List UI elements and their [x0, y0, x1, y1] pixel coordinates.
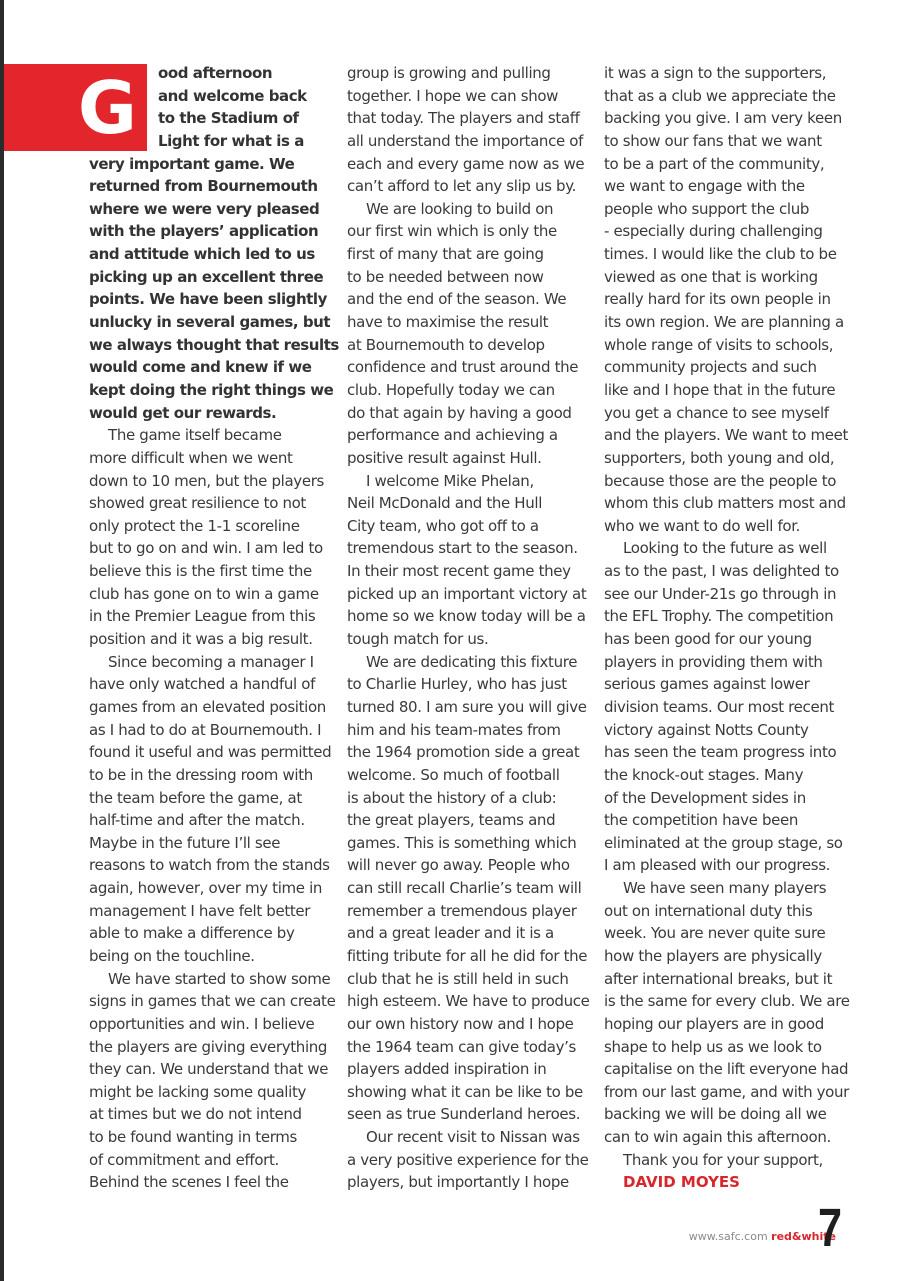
- article-line: players in providing them with: [604, 652, 823, 671]
- article-line: more difficult when we went: [89, 448, 293, 467]
- article-line: kept doing the right things we: [89, 380, 334, 399]
- article-line: that today. The players and staff: [347, 109, 580, 128]
- article-line: Our recent visit to Nissan was: [366, 1128, 580, 1147]
- article-line: I am pleased with our progress.: [604, 856, 831, 875]
- article-line: the 1964 promotion side a great: [347, 743, 580, 762]
- article-line: the great players, teams and: [347, 811, 556, 830]
- article-line: of the Development sides in: [604, 788, 806, 807]
- article-line: who we want to do well for.: [604, 516, 801, 535]
- page-footer: [689, 1230, 836, 1243]
- article-line: its own region. We are planning a: [604, 313, 844, 332]
- article-line: club. Hopefully today we can: [347, 380, 555, 399]
- author-signature: DAVID MOYES: [623, 1173, 740, 1192]
- footer-url-link[interactable]: www.safc.com: [688, 1230, 768, 1243]
- article-line: to the Stadium of: [158, 109, 299, 128]
- article-line: from our last game, and with your: [604, 1082, 849, 1101]
- article-line: victory against Notts County: [604, 720, 809, 739]
- article-line: the team before the game, at: [89, 788, 302, 807]
- article-line: club that he is still held in such: [347, 969, 569, 988]
- article-line: week. You are never quite sure: [604, 924, 826, 943]
- article-line: and attitude which led to us: [89, 245, 315, 264]
- article-line: fitting tribute for all he did for the: [347, 946, 588, 965]
- article-line: again, however, over my time in: [89, 879, 323, 898]
- article-column-3: [604, 62, 854, 1194]
- article-line: Looking to the future as well: [623, 539, 827, 558]
- article-line: with the players’ application: [89, 222, 319, 241]
- article-line: position and it was a big result.: [89, 630, 313, 649]
- article-line: to be in the dressing room with: [89, 765, 313, 784]
- article-line: picking up an excellent three: [89, 267, 324, 286]
- article-line: hoping our players are in good: [604, 1014, 824, 1033]
- article-line: where we were very pleased: [89, 199, 320, 218]
- article-column-1: [89, 62, 339, 1194]
- article-line: serious games against lower: [604, 675, 810, 694]
- article-line: our own history now and I hope: [347, 1014, 574, 1033]
- article-line: We are looking to build on: [366, 199, 554, 218]
- page-number: 7: [818, 1198, 843, 1258]
- article-line: has been good for our young: [604, 630, 812, 649]
- article-line: first of many that are going: [347, 245, 544, 264]
- article-line: found it useful and was permitted: [89, 743, 332, 762]
- article-line: each and every game now as we: [347, 154, 585, 173]
- article-line: have only watched a handful of: [89, 675, 316, 694]
- article-line: can to win again this afternoon.: [604, 1128, 831, 1147]
- article-line: we always thought that results: [89, 335, 339, 354]
- article-line: believe this is the first time the: [89, 562, 312, 581]
- article-line: the EFL Trophy. The competition: [604, 607, 834, 626]
- article-line: The game itself became: [108, 426, 282, 445]
- article-line: - especially during challenging: [604, 222, 823, 241]
- article-line: Light for what is a: [158, 131, 304, 150]
- article-line: and welcome back: [158, 86, 307, 105]
- article-line: eliminated at the group stage, so: [604, 833, 843, 852]
- article-line: I welcome Mike Phelan,: [366, 471, 534, 490]
- article-line: Behind the scenes I feel the: [89, 1173, 289, 1192]
- article-line: the knock-out stages. Many: [604, 765, 804, 784]
- article-line: reasons to watch from the stands: [89, 856, 330, 875]
- article-line: times. I would like the club to be: [604, 245, 837, 264]
- article-line: division teams. Our most recent: [604, 697, 835, 716]
- article-line: the competition have been: [604, 811, 799, 830]
- article-line: capitalise on the lift everyone had: [604, 1060, 849, 1079]
- article-line: him and his team-mates from: [347, 720, 561, 739]
- article-line: players, but importantly I hope: [347, 1173, 569, 1192]
- article-line: whole range of visits to schools,: [604, 335, 834, 354]
- article-line: see our Under-21s go through in: [604, 584, 837, 603]
- article-line: performance and achieving a: [347, 426, 558, 445]
- article-line: to be a part of the community,: [604, 154, 825, 173]
- article-line: In their most recent game they: [347, 562, 571, 581]
- footer-brand: red&white: [771, 1230, 836, 1243]
- article-line: do that again by having a good: [347, 403, 572, 422]
- article-line: how the players are physically: [604, 946, 822, 965]
- article-line: have to maximise the result: [347, 313, 549, 332]
- article-line: as I had to do at Bournemouth. I: [89, 720, 322, 739]
- article-line: management I have felt better: [89, 901, 311, 920]
- article-line: games from an elevated position: [89, 697, 326, 716]
- article-line: all understand the importance of: [347, 131, 584, 150]
- article-line: can still recall Charlie’s team will: [347, 879, 582, 898]
- article-line: whom this club matters most and: [604, 494, 846, 513]
- article-line: Maybe in the future I’ll see: [89, 833, 281, 852]
- article-line: backing we will be doing all we: [604, 1105, 827, 1124]
- article-line: at times but we do not intend: [89, 1105, 302, 1124]
- article-line: but to go on and win. I am led to: [89, 539, 323, 558]
- drop-cap-letter: G: [77, 66, 137, 150]
- article-line: to Charlie Hurley, who has just: [347, 675, 567, 694]
- article-line: would get our rewards.: [89, 403, 277, 422]
- article-line: down to 10 men, but the players: [89, 471, 324, 490]
- article-line: really hard for its own people in: [604, 290, 831, 309]
- article-line: turned 80. I am sure you will give: [347, 697, 587, 716]
- article-line: backing you give. I am very keen: [604, 109, 842, 128]
- article-line: We have started to show some: [108, 969, 331, 988]
- article-column-2: [347, 62, 592, 1194]
- article-line: tough match for us.: [347, 630, 489, 649]
- article-line: to be found wanting in terms: [89, 1128, 298, 1147]
- article-line: and the end of the season. We: [347, 290, 567, 309]
- article-line: We have seen many players: [623, 879, 827, 898]
- article-line: showing what it can be like to be: [347, 1082, 583, 1101]
- article-line: tremendous start to the season.: [347, 539, 578, 558]
- article-line: players added inspiration in: [347, 1060, 547, 1079]
- article-line: at Bournemouth to develop: [347, 335, 545, 354]
- article-line: in the Premier League from this: [89, 607, 316, 626]
- article-line: Neil McDonald and the Hull: [347, 494, 543, 513]
- article-line: you get a chance to see myself: [604, 403, 829, 422]
- article-line: very important game. We: [89, 154, 295, 173]
- article-line: our first win which is only the: [347, 222, 557, 241]
- article-line: We are dedicating this fixture: [366, 652, 578, 671]
- article-line: because those are the people to: [604, 471, 837, 490]
- article-line: together. I hope we can show: [347, 86, 559, 105]
- article-line: of commitment and effort.: [89, 1150, 279, 1169]
- article-line: as to the past, I was delighted to: [604, 562, 839, 581]
- article-line: club has gone on to win a game: [89, 584, 319, 603]
- article-line: would come and knew if we: [89, 358, 312, 377]
- article-line: they can. We understand that we: [89, 1060, 329, 1079]
- article-line: Since becoming a manager I: [108, 652, 314, 671]
- article-line: able to make a difference by: [89, 924, 295, 943]
- article-line: welcome. So much of football: [347, 765, 560, 784]
- article-line: returned from Bournemouth: [89, 177, 318, 196]
- article-line: like and I hope that in the future: [604, 380, 836, 399]
- article-line: to show our fans that we want: [604, 131, 822, 150]
- article-line: is about the history of a club:: [347, 788, 557, 807]
- article-line: will never go away. People who: [347, 856, 570, 875]
- article-line: remember a tremendous player: [347, 901, 577, 920]
- article-line: points. We have been slightly: [89, 290, 327, 309]
- article-line: shape to help us as we look to: [604, 1037, 822, 1056]
- article-line: high esteem. We have to produce: [347, 992, 590, 1011]
- article-line: opportunities and win. I believe: [89, 1014, 315, 1033]
- article-line: seen as true Sunderland heroes.: [347, 1105, 581, 1124]
- article-line: showed great resilience to not: [89, 494, 306, 513]
- article-line: community projects and such: [604, 358, 817, 377]
- article-line: to be needed between now: [347, 267, 544, 286]
- article-line: has seen the team progress into: [604, 743, 837, 762]
- article-line: supporters, both young and old,: [604, 448, 835, 467]
- article-line: only protect the 1-1 scoreline: [89, 516, 300, 535]
- article-line: viewed as one that is working: [604, 267, 818, 286]
- article-line: and a great leader and it is a: [347, 924, 554, 943]
- article-line: might be lacking some quality: [89, 1082, 306, 1101]
- article-line: picked up an important victory at: [347, 584, 587, 603]
- article-line: group is growing and pulling: [347, 64, 551, 82]
- article-line: that as a club we appreciate the: [604, 86, 836, 105]
- article-line: is the same for every club. We are: [604, 992, 850, 1011]
- article-line: and the players. We want to meet: [604, 426, 849, 445]
- article-line: it was a sign to the supporters,: [604, 64, 827, 82]
- article-line: signs in games that we can create: [89, 992, 336, 1011]
- article-line: the 1964 team can give today’s: [347, 1037, 577, 1056]
- article-line: half-time and after the match.: [89, 811, 305, 830]
- article-line: the players are giving everything: [89, 1037, 328, 1056]
- article-line: ood afternoon: [158, 64, 273, 82]
- article-line: can’t afford to let any slip us by.: [347, 177, 577, 196]
- article-line: City team, who got off to a: [347, 516, 539, 535]
- article-line: confidence and trust around the: [347, 358, 579, 377]
- article-line: a very positive experience for the: [347, 1150, 589, 1169]
- article-line: positive result against Hull.: [347, 448, 542, 467]
- article-line: being on the touchline.: [89, 946, 255, 965]
- article-line: games. This is something which: [347, 833, 577, 852]
- article-line: out on international duty this: [604, 901, 813, 920]
- article-line: people who support the club: [604, 199, 810, 218]
- article-line: Thank you for your support,: [623, 1150, 823, 1169]
- article-line: home so we know today will be a: [347, 607, 586, 626]
- article-line: after international breaks, but it: [604, 969, 833, 988]
- article-line: unlucky in several games, but: [89, 313, 331, 332]
- article-line: we want to engage with the: [604, 177, 805, 196]
- page-spine-edge: [0, 0, 4, 1281]
